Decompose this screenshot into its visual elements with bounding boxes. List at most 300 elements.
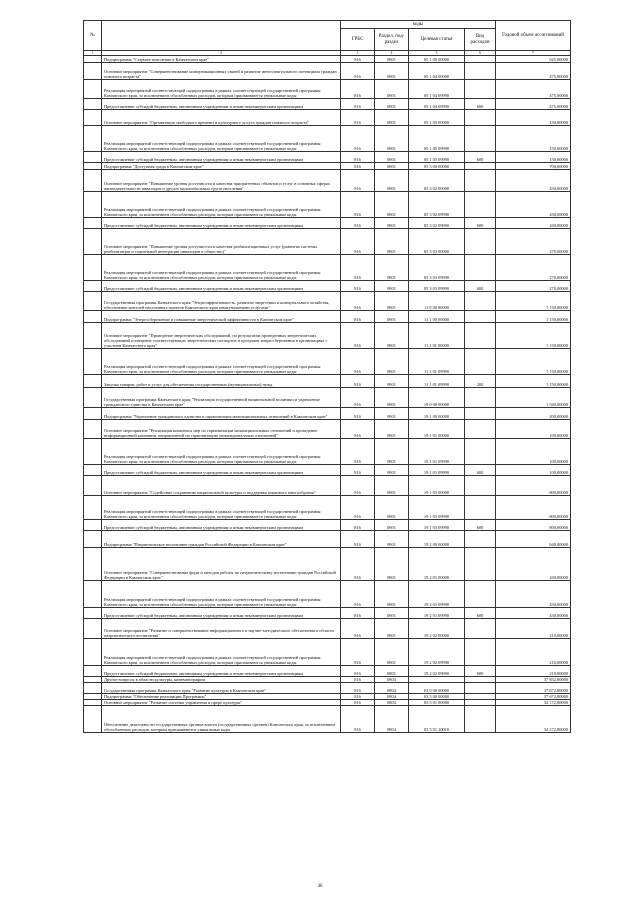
row-grbs: 816 [341, 388, 375, 408]
row-num [84, 496, 102, 520]
table-row [84, 192, 571, 218]
row-name: Реализация мероприятий соответствующей подпрограммы в рамках соответствующей государственной программы Камчатского края, за исключением обособленных расходов, которым присваиваются уникальные коды [102, 80, 341, 99]
row-name: Реализация мероприятий соответствующей подпрограммы в рамках соответствующей государственной программы Камчатского края, за исключением обособленных расходов, которым присваиваются уникальные коды [102, 126, 341, 152]
table-row [84, 388, 571, 408]
row-name: Основное мероприятие "Содействие сохранению национальной культуры и поддержка языкового многообразия" [102, 476, 341, 496]
row-razdel: 0801 [375, 581, 409, 608]
row-csr: 03 5 00 00000 [409, 694, 465, 700]
table-row [84, 152, 571, 163]
row-sum: 1 150,00000 [496, 311, 571, 323]
header-csr: Целевая статья [409, 29, 465, 51]
row-razdel: 0801 [375, 520, 409, 531]
row-num [84, 255, 102, 281]
table-row [84, 80, 571, 99]
row-sum: 430,00000 [496, 548, 571, 581]
row-vr [465, 56, 496, 63]
row-grbs: 816 [341, 192, 375, 218]
table-row [84, 639, 571, 666]
table-row [84, 349, 571, 375]
row-sum: 34 172,80000 [496, 700, 571, 706]
table-row [84, 163, 571, 170]
table-row [84, 311, 571, 323]
row-razdel: 0801 [375, 229, 409, 255]
row-grbs: 816 [341, 110, 375, 126]
table-row [84, 420, 571, 439]
row-num [84, 349, 102, 375]
row-razdel: 0801 [375, 420, 409, 439]
row-razdel: 0801 [375, 548, 409, 581]
row-num [84, 619, 102, 639]
row-vr [465, 496, 496, 520]
row-csr: 11 1 00 00000 [409, 311, 465, 323]
row-sum: 1 150,00000 [496, 323, 571, 349]
row-grbs: 816 [341, 639, 375, 666]
row-razdel: 0804 [375, 694, 409, 700]
row-vr [465, 581, 496, 608]
budget-table [83, 20, 571, 733]
row-num [84, 375, 102, 388]
row-vr [465, 619, 496, 639]
row-vr [465, 170, 496, 192]
row-name: Основное мероприятие "Повышение уровня доступности и качества реабилитационных услуг (развитие системы реабилитации и социальной интеграции инвалидов в общество)" [102, 229, 341, 255]
row-name: Основное мероприятие "Повышение уровня доступности и качества приоритетных объектов и услуг в основных сферах жизнедеятельности инвалидов и других маломобильных групп населения" [102, 170, 341, 192]
table-row [84, 56, 571, 63]
row-sum: 270,00000 [496, 229, 571, 255]
row-num [84, 152, 102, 163]
row-razdel: 0801 [375, 531, 409, 548]
row-num [84, 110, 102, 126]
row-grbs: 816 [341, 163, 375, 170]
row-num [84, 63, 102, 80]
row-sum: 100,00000 [496, 465, 571, 476]
row-grbs: 816 [341, 375, 375, 388]
row-name: Предоставление субсидий бюджетным, автономным учреждениям и иным некоммерческим организациям [102, 666, 341, 677]
row-razdel: 0801 [375, 619, 409, 639]
row-name: Реализация мероприятий соответствующей подпрограммы в рамках соответствующей государственной программы Камчатского края, за исключением обособленных расходов, которым присваиваются уникальные коды [102, 581, 341, 608]
row-num [84, 608, 102, 619]
row-csr: 11 0 00 00000 [409, 292, 465, 311]
row-num [84, 388, 102, 408]
row-sum: 270,00000 [496, 281, 571, 292]
table-row [84, 608, 571, 619]
row-grbs: 816 [341, 700, 375, 706]
row-sum: 430,00000 [496, 170, 571, 192]
row-razdel: 0801 [375, 192, 409, 218]
row-sum: 150,00000 [496, 110, 571, 126]
row-sum: 270,00000 [496, 255, 571, 281]
row-num [84, 706, 102, 733]
row-name: Государственная программа Камчатского края "Энергоэффективность, развитие энергетики и коммунального хозяйства, обеспечение жителей населенных пунктов Камчатского края коммунальными услугами" [102, 292, 341, 311]
table-row [84, 465, 571, 476]
row-grbs: 816 [341, 311, 375, 323]
row-csr: 19 2 01 09990 [409, 581, 465, 608]
colnum: 2 [102, 51, 341, 56]
row-num [84, 439, 102, 465]
row-name: Подпрограмма "Старшее поколение в Камчатском крае" [102, 56, 341, 63]
row-vr [465, 80, 496, 99]
row-razdel: 0801 [375, 476, 409, 496]
row-csr: 05 1 05 09990 [409, 152, 465, 163]
row-csr: 05 1 05 09990 [409, 126, 465, 152]
row-vr [465, 408, 496, 420]
row-csr: 05 3 02 00000 [409, 170, 465, 192]
table-row [84, 581, 571, 608]
row-razdel: 0801 [375, 639, 409, 666]
row-vr [465, 706, 496, 733]
table-row [84, 170, 571, 192]
row-grbs: 816 [341, 465, 375, 476]
table-row [84, 619, 571, 639]
row-csr: 05 1 04 09990 [409, 99, 465, 110]
row-vr [465, 192, 496, 218]
row-vr [465, 388, 496, 408]
row-num [84, 218, 102, 229]
row-vr [465, 292, 496, 311]
row-grbs: 816 [341, 170, 375, 192]
row-sum: 200,00000 [496, 408, 571, 420]
row-name: Основное мероприятие "Организация свободного времени и культурного досуга граждан пожилого возраста" [102, 110, 341, 126]
row-name: Основное мероприятие "Развитие и совершенствование информационного и научно-методического обеспечения в области патриотического воспитания" [102, 619, 341, 639]
row-sum: 210,00000 [496, 639, 571, 666]
row-sum: 640,00000 [496, 531, 571, 548]
row-razdel: 0801 [375, 218, 409, 229]
row-num [84, 408, 102, 420]
row-vr [465, 255, 496, 281]
row-num [84, 281, 102, 292]
row-grbs: 816 [341, 706, 375, 733]
row-name: Подпрограмма "Укрепление гражданского единства и гармонизация межнациональных отношений в Камчатском крае" [102, 408, 341, 420]
row-csr: 19 0 00 00000 [409, 388, 465, 408]
header-total: Годовой объем ассигнований [496, 21, 571, 51]
row-name: Предоставление субсидий бюджетным, автономным учреждениям и иным некоммерческим организациям [102, 281, 341, 292]
row-sum: 800,00000 [496, 496, 571, 520]
row-num [84, 170, 102, 192]
row-vr [465, 163, 496, 170]
row-grbs: 816 [341, 292, 375, 311]
row-num [84, 548, 102, 581]
row-csr: 19 2 01 00000 [409, 548, 465, 581]
table-row [84, 548, 571, 581]
row-csr: 19 2 02 09990 [409, 666, 465, 677]
row-grbs: 816 [341, 496, 375, 520]
row-razdel: 0801 [375, 163, 409, 170]
row-grbs: 816 [341, 520, 375, 531]
row-name: Предоставление субсидий бюджетным, автономным учреждениям и иным некоммерческим организациям [102, 152, 341, 163]
row-sum: 475,00000 [496, 63, 571, 80]
row-grbs: 816 [341, 548, 375, 581]
row-vr [465, 229, 496, 255]
row-csr: 05 1 04 09990 [409, 80, 465, 99]
row-vr: 600 [465, 608, 496, 619]
row-vr [465, 683, 496, 694]
table-row [84, 110, 571, 126]
row-csr: 19 2 00 00000 [409, 531, 465, 548]
row-csr: 05 3 02 09990 [409, 192, 465, 218]
row-grbs: 816 [341, 666, 375, 677]
row-csr: 03 5 01 10010 [409, 706, 465, 733]
row-name: Обеспечение деятельности государственных органов власти (государственных органов) Камчатского края, за исключением обособленных расходов, которым присваиваются уникальные коды [102, 706, 341, 733]
row-name: Предоставление субсидий бюджетным, автономным учреждениям и иным некоммерческим организациям [102, 608, 341, 619]
row-vr [465, 420, 496, 439]
row-sum: 1 150,00000 [496, 292, 571, 311]
row-csr: 19 1 03 09990 [409, 520, 465, 531]
header-razdel: Раздел, под-раздел [375, 29, 409, 51]
row-razdel: 0801 [375, 323, 409, 349]
row-sum: 37 852,80000 [496, 677, 571, 683]
row-sum: 1 540,00000 [496, 388, 571, 408]
colnum: 3 [341, 51, 375, 56]
row-csr: 11 1 01 00000 [409, 323, 465, 349]
table-row [84, 375, 571, 388]
table-row [84, 439, 571, 465]
row-razdel: 0804 [375, 683, 409, 694]
row-grbs: 816 [341, 677, 375, 683]
row-razdel: 0801 [375, 63, 409, 80]
row-csr: 19 1 03 00000 [409, 476, 465, 496]
row-csr: 19 1 01 00000 [409, 420, 465, 439]
colnum: 6 [465, 51, 496, 56]
row-name: Реализация мероприятий соответствующей подпрограммы в рамках соответствующей государственной программы Камчатского края, за исключением обособленных расходов, которым присваиваются уникальные коды [102, 439, 341, 465]
row-name: Государственная программа Камчатского края "Развитие культуры в Камчатском крае" [102, 683, 341, 694]
table-row [84, 408, 571, 420]
row-name: Подпрограмма "Патриотическое воспитание граждан Российской Федерации в Камчатском крае" [102, 531, 341, 548]
table-row [84, 63, 571, 80]
row-num [84, 163, 102, 170]
row-grbs: 816 [341, 126, 375, 152]
row-num [84, 99, 102, 110]
table-row [84, 281, 571, 292]
row-csr: 19 1 03 09990 [409, 496, 465, 520]
row-csr: 05 3 00 00000 [409, 163, 465, 170]
row-csr: 05 3 03 00000 [409, 229, 465, 255]
row-num [84, 311, 102, 323]
table-row [84, 476, 571, 496]
row-name: Основное мероприятие "Совершенствование коммуникационных связей и развитие интеллектуального потенциала граждан пожилого возраста" [102, 63, 341, 80]
row-sum: 37 672,80000 [496, 683, 571, 694]
page-number: 46 [317, 884, 323, 889]
row-razdel: 0801 [375, 311, 409, 323]
row-razdel: 0804 [375, 700, 409, 706]
row-sum: 475,00000 [496, 80, 571, 99]
row-sum: 700,00000 [496, 163, 571, 170]
row-csr: 05 3 03 09990 [409, 255, 465, 281]
row-razdel: 0801 [375, 56, 409, 63]
row-name: Основное мероприятие "Проведение энергетических обследований, по результатам проведенных энергетических обследований оснащение соответствующих энергетических паспортов и программ энергосбережения в организациях с участием Камчатского края" [102, 323, 341, 349]
row-sum: 150,00000 [496, 152, 571, 163]
table-row [84, 126, 571, 152]
table-row [84, 218, 571, 229]
row-num [84, 531, 102, 548]
row-num [84, 639, 102, 666]
header-name [102, 21, 341, 51]
row-vr [465, 639, 496, 666]
row-sum: 210,00000 [496, 619, 571, 639]
row-razdel: 0801 [375, 152, 409, 163]
row-name: Основное мероприятие "Развитие системы управления в сфере культуры" [102, 700, 341, 706]
row-sum: 34 172,80000 [496, 706, 571, 733]
row-razdel: 0804 [375, 706, 409, 733]
row-razdel: 0801 [375, 439, 409, 465]
table-row [84, 229, 571, 255]
row-csr: 03 0 00 00000 [409, 683, 465, 694]
row-vr [465, 476, 496, 496]
row-name: Предоставление субсидий бюджетным, автономным учреждениям и иным некоммерческим организациям [102, 218, 341, 229]
row-vr: 600 [465, 281, 496, 292]
row-vr [465, 439, 496, 465]
row-num [84, 581, 102, 608]
row-grbs: 816 [341, 218, 375, 229]
row-razdel: 0801 [375, 608, 409, 619]
row-grbs: 816 [341, 63, 375, 80]
row-vr: 200 [465, 375, 496, 388]
row-razdel: 0801 [375, 126, 409, 152]
budget-table-sheet [83, 20, 570, 733]
row-grbs: 816 [341, 531, 375, 548]
row-vr: 600 [465, 99, 496, 110]
table-row [84, 666, 571, 677]
row-grbs: 816 [341, 80, 375, 99]
row-sum: 800,00000 [496, 520, 571, 531]
row-name: Основное мероприятие "Совершенствование форм и методов работы по патриотическому воспитанию граждан Российской Федерации в Камчатском крае" [102, 548, 341, 581]
row-grbs: 816 [341, 608, 375, 619]
row-vr [465, 531, 496, 548]
table-row [84, 706, 571, 733]
row-razdel: 0801 [375, 408, 409, 420]
row-sum: 430,00000 [496, 581, 571, 608]
row-razdel: 0801 [375, 170, 409, 192]
header-codes-group: коды [341, 21, 496, 29]
row-sum: 150,00000 [496, 126, 571, 152]
row-name: Реализация мероприятий соответствующей подпрограммы в рамках соответствующей государственной программы Камчатского края, за исключением обособленных расходов, которым присваиваются уникальные коды [102, 349, 341, 375]
row-name: Предоставление субсидий бюджетным, автономным учреждениям и иным некоммерческим организациям [102, 99, 341, 110]
table-row [84, 323, 571, 349]
row-num [84, 520, 102, 531]
row-razdel: 0804 [375, 677, 409, 683]
row-vr: 600 [465, 218, 496, 229]
header-grbs: ГРБС [341, 29, 375, 51]
table-row [84, 99, 571, 110]
row-csr: 19 1 01 09990 [409, 465, 465, 476]
row-csr: 05 3 03 09990 [409, 281, 465, 292]
row-grbs: 816 [341, 152, 375, 163]
row-sum: 475,00000 [496, 99, 571, 110]
row-name: Реализация мероприятий соответствующей подпрограммы в рамках соответствующей государственной программы Камчатского края, за исключением обособленных расходов, которым присваиваются уникальные коды [102, 255, 341, 281]
row-csr: 03 5 01 00000 [409, 700, 465, 706]
table-row [84, 255, 571, 281]
row-name: Реализация мероприятий соответствующей подпрограммы в рамках соответствующей государственной программы Камчатского края, за исключением обособленных расходов, которым присваиваются уникальные коды [102, 192, 341, 218]
row-grbs: 816 [341, 56, 375, 63]
header-vr: Вид расходов [465, 29, 496, 51]
row-sum: 37 672,80000 [496, 694, 571, 700]
row-name: Подпрограмма "Энергосбережение и повышение энергетической эффективности в Камчатском крае" [102, 311, 341, 323]
row-csr: 11 1 01 09990 [409, 349, 465, 375]
table-row [84, 520, 571, 531]
row-name: Реализация мероприятий соответствующей подпрограммы в рамках соответствующей государственной программы Камчатского края, за исключением обособленных расходов, которым присваиваются уникальные коды [102, 496, 341, 520]
row-sum: 210,00000 [496, 666, 571, 677]
colnum: 4 [375, 51, 409, 56]
row-vr [465, 110, 496, 126]
table-row [84, 292, 571, 311]
row-sum: 1 150,00000 [496, 349, 571, 375]
row-csr: 05 1 04 00000 [409, 63, 465, 80]
row-vr [465, 311, 496, 323]
row-grbs: 816 [341, 439, 375, 465]
table-body [84, 56, 571, 733]
row-vr [465, 323, 496, 349]
table-header [84, 21, 571, 56]
row-sum: 1 150,00000 [496, 375, 571, 388]
row-grbs: 816 [341, 619, 375, 639]
row-razdel: 0801 [375, 666, 409, 677]
table-row [84, 496, 571, 520]
row-razdel: 0801 [375, 465, 409, 476]
row-razdel: 0801 [375, 388, 409, 408]
row-csr: 05 1 05 00000 [409, 110, 465, 126]
row-razdel: 0801 [375, 292, 409, 311]
row-csr: 19 1 00 00000 [409, 408, 465, 420]
row-num [84, 126, 102, 152]
row-name: Другие вопросы в области культуры, кинематографии [102, 677, 341, 683]
row-csr: 19 2 02 00000 [409, 619, 465, 639]
row-num [84, 420, 102, 439]
row-num [84, 292, 102, 311]
colnum: 7 [496, 51, 571, 56]
row-sum: 100,00000 [496, 439, 571, 465]
row-vr [465, 126, 496, 152]
row-num [84, 666, 102, 677]
row-sum: 800,00000 [496, 476, 571, 496]
row-grbs: 816 [341, 694, 375, 700]
row-razdel: 0801 [375, 496, 409, 520]
row-csr: 19 2 02 09990 [409, 639, 465, 666]
row-grbs: 816 [341, 281, 375, 292]
colnum: 5 [409, 51, 465, 56]
header-num: № [84, 21, 102, 51]
row-vr: 600 [465, 666, 496, 677]
row-razdel: 0801 [375, 80, 409, 99]
row-grbs: 816 [341, 683, 375, 694]
row-vr: 600 [465, 152, 496, 163]
row-num [84, 476, 102, 496]
row-vr: 600 [465, 465, 496, 476]
row-sum: 430,00000 [496, 608, 571, 619]
row-vr: 600 [465, 520, 496, 531]
row-num [84, 683, 102, 694]
colnum: 1 [84, 51, 102, 56]
row-num [84, 80, 102, 99]
row-num [84, 323, 102, 349]
row-name: Предоставление субсидий бюджетным, автономным учреждениям и иным некоммерческим организациям [102, 465, 341, 476]
row-name: Государственная программа Камчатского края "Реализация государственной национальной политики и укрепление гражданского единства в Камчатском крае" [102, 388, 341, 408]
row-name: Предоставление субсидий бюджетным, автономным учреждениям и иным некоммерческим организациям [102, 520, 341, 531]
row-grbs: 816 [341, 229, 375, 255]
row-vr [465, 63, 496, 80]
row-sum: 430,00000 [496, 192, 571, 218]
row-csr: 05 3 02 09990 [409, 218, 465, 229]
row-csr: 05 1 00 00000 [409, 56, 465, 63]
row-num [84, 192, 102, 218]
row-grbs: 816 [341, 476, 375, 496]
row-grbs: 816 [341, 408, 375, 420]
row-vr [465, 548, 496, 581]
row-grbs: 816 [341, 99, 375, 110]
row-name: Основное мероприятие "Реализация комплекса мер по гармонизации межнациональных отношений и проведение информационной кампании, направленной на гармонизацию межнациональных отношений" [102, 420, 341, 439]
row-razdel: 0801 [375, 255, 409, 281]
row-grbs: 816 [341, 255, 375, 281]
table-row [84, 531, 571, 548]
row-num [84, 465, 102, 476]
row-sum: 430,00000 [496, 218, 571, 229]
